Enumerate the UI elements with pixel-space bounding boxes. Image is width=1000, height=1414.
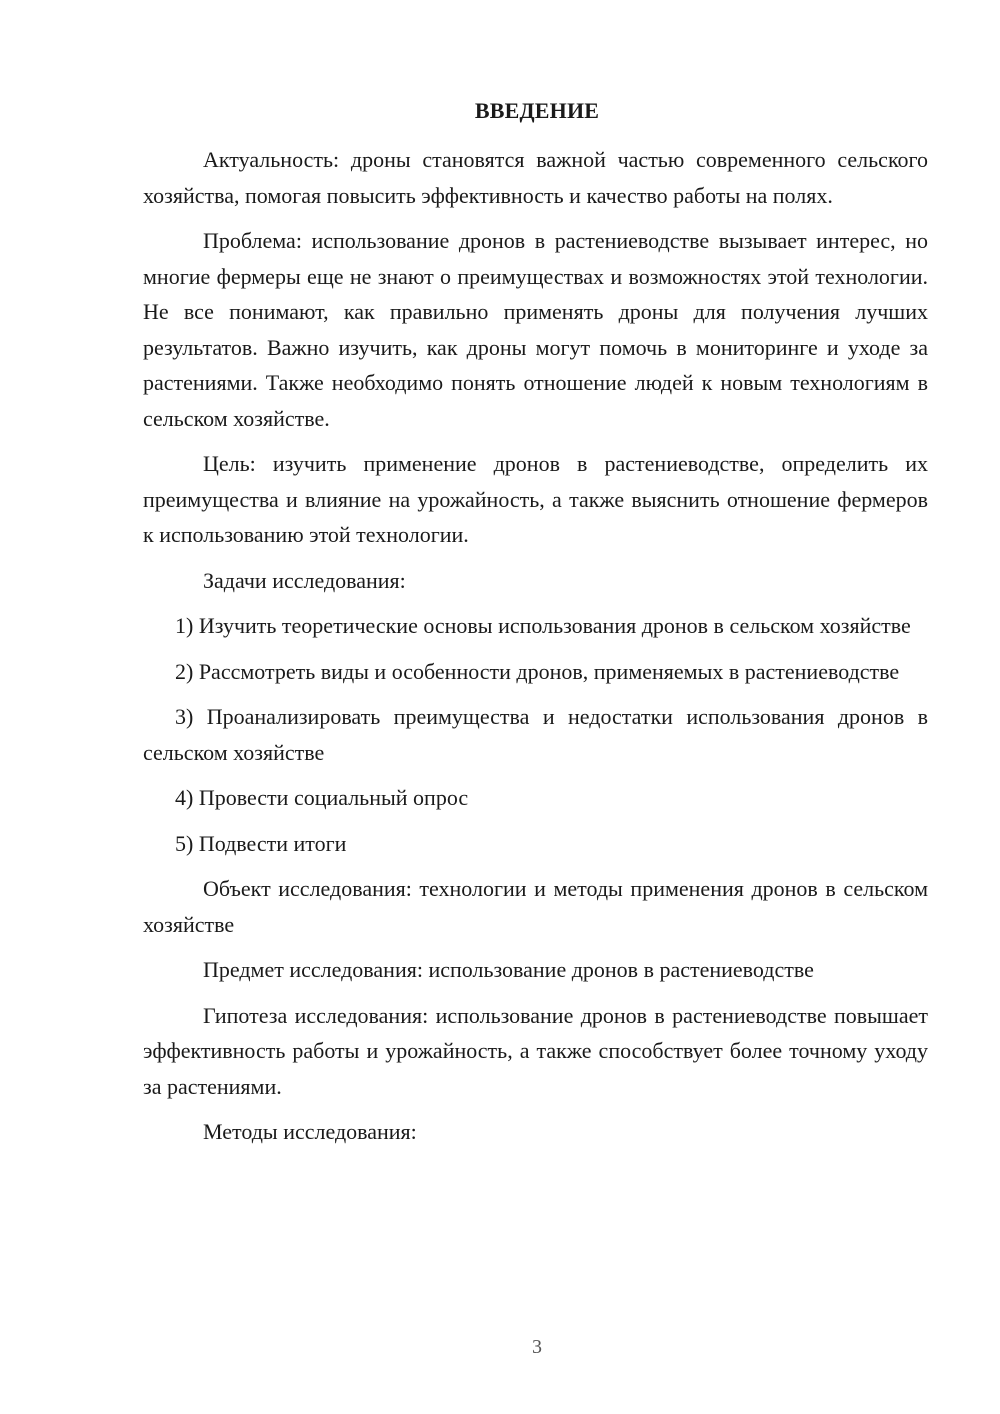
page-number: 3 [532,1336,542,1358]
task-item-3: 3) Проанализировать преимущества и недостатки использования дронов в сельском хозяйстве [143,704,928,765]
task-item-2: 2) Рассмотреть виды и особенности дронов, применяемых в растениеводстве [175,658,900,684]
document-body [143,142,928,1160]
relevance-paragraph: Актуальность: дроны становятся важной частью современного сельского хозяйства, помогая повысить эффективность и качество работы на полях. [143,147,928,208]
task-item-1: 1) Изучить теоретические основы использования дронов в сельском хозяйстве [175,613,911,638]
task-item-5: 5) Подвести итоги [175,830,347,856]
object-paragraph: Объект исследования: технологии и методы применения дронов в сельском хозяйстве [143,876,928,937]
tasks-heading: Задачи исследования: [203,567,406,593]
subject-paragraph: Предмет исследования: использование дронов в растениеводстве [203,957,814,982]
page-title: ВВЕДЕНИЕ [474,98,600,123]
hypothesis-paragraph: Гипотеза исследования: использование дронов в растениеводстве повышает эффективность работы и урожайность, а также способствует более точному уходу за растениями. [143,1002,928,1099]
task-item-4: 4) Провести социальный опрос [175,785,469,810]
methods-heading: Методы исследования: [203,1119,417,1144]
goal-paragraph: Цель: изучить применение дронов в растениеводстве, определить их преимущества и влияние на урожайность, а также выяснить отношение фермеров к использованию этой технологии. [143,451,928,547]
problem-paragraph: Проблема: использование дронов в растениеводстве вызывает интерес, но многие фермеры еще не знают о преимуществах и возможностях этой технологии. Не все понимают, как правильно применять дроны для получения лучших результатов. Важно изучить, как дроны могут помочь в мониторинге и уходе за растениями. Также необходимо понять отношение людей к новым технологиям в сельском хозяйстве. [143,228,928,431]
